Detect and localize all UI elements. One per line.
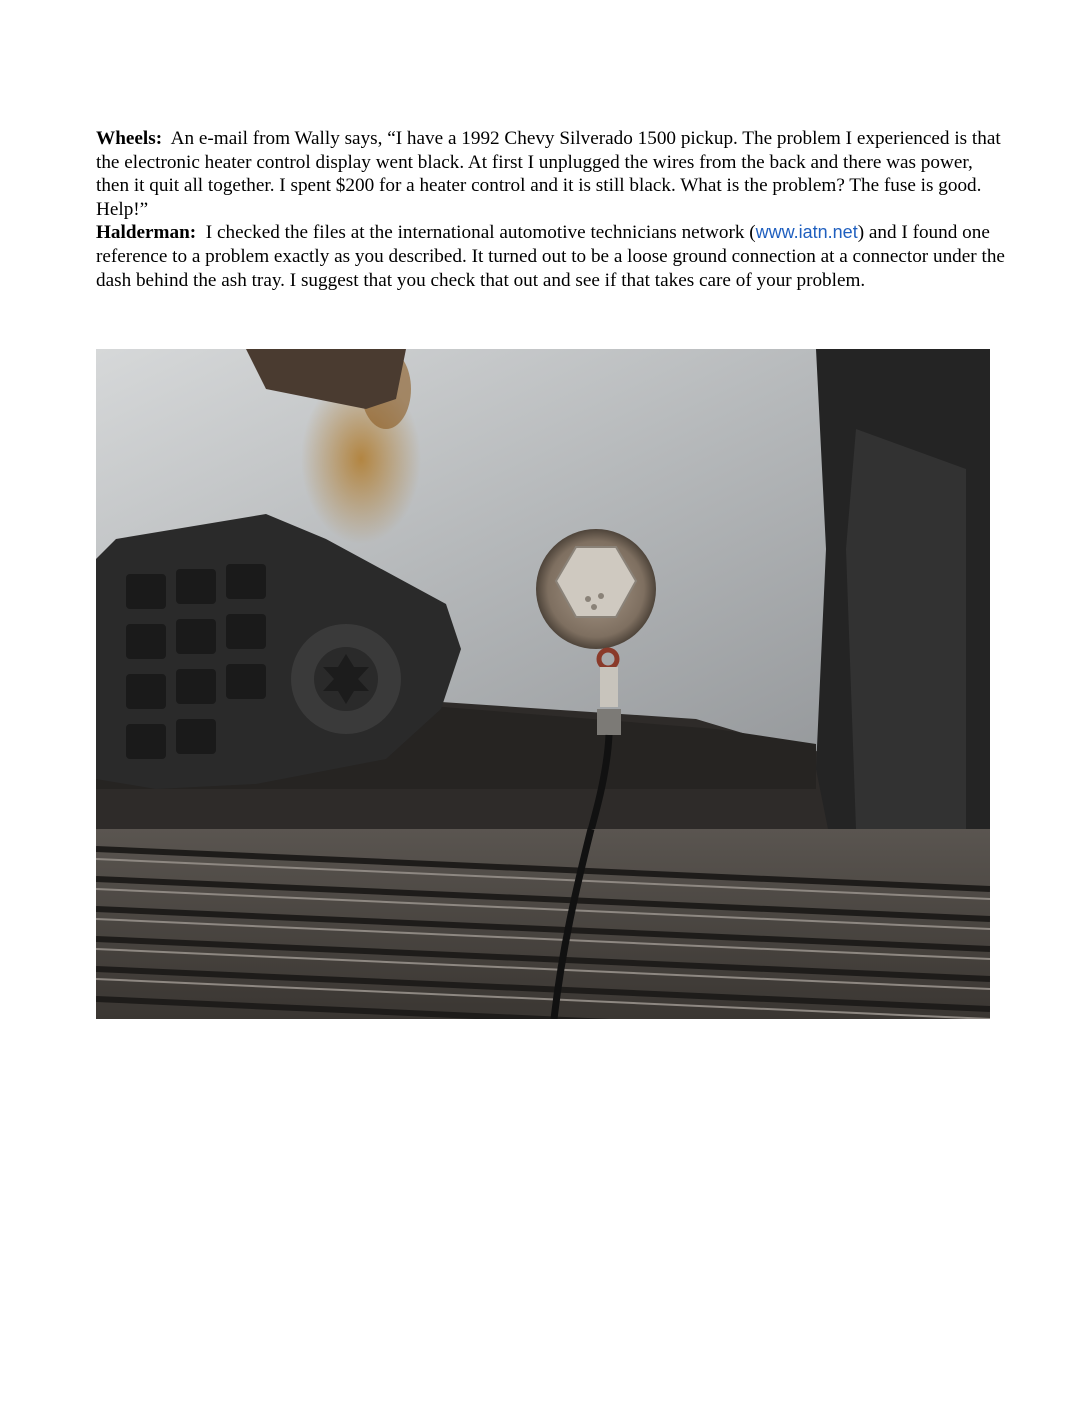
plastic-shroud-panel <box>846 429 966 889</box>
question-paragraph <box>96 127 1006 221</box>
question-body: An e-mail from Wally says, “I have a 1992 Chevy Silverado 1500 pickup. The problem I experienced is that the electronic heater control display went black. At first I unplugged the wires from the back and there was power, then it quit all together. I spent $200 for a heater control and it is still black. What is the problem? The fuse is good. Help!” <box>96 128 1001 220</box>
answer-paragraph <box>96 221 1006 292</box>
iatn-link[interactable]: www.iatn.net <box>755 222 858 243</box>
terminal-sleeve <box>597 709 621 735</box>
question-speaker: Wheels: <box>96 128 163 149</box>
answer-body-end: ) and I found one reference to a problem exactly as you described. It turned out to be a loose ground connection at a connector under the dash behind the ash tray. I suggest that you check that out and see if that takes care of your problem. <box>96 222 1005 291</box>
terminal-crimp <box>600 667 618 707</box>
answer-speaker: Halderman: <box>96 222 197 244</box>
answer-body-start: I checked the files at the international automotive technicians network ( <box>205 222 756 244</box>
article-text <box>96 127 1006 292</box>
ground-connection-photo <box>96 349 990 1019</box>
